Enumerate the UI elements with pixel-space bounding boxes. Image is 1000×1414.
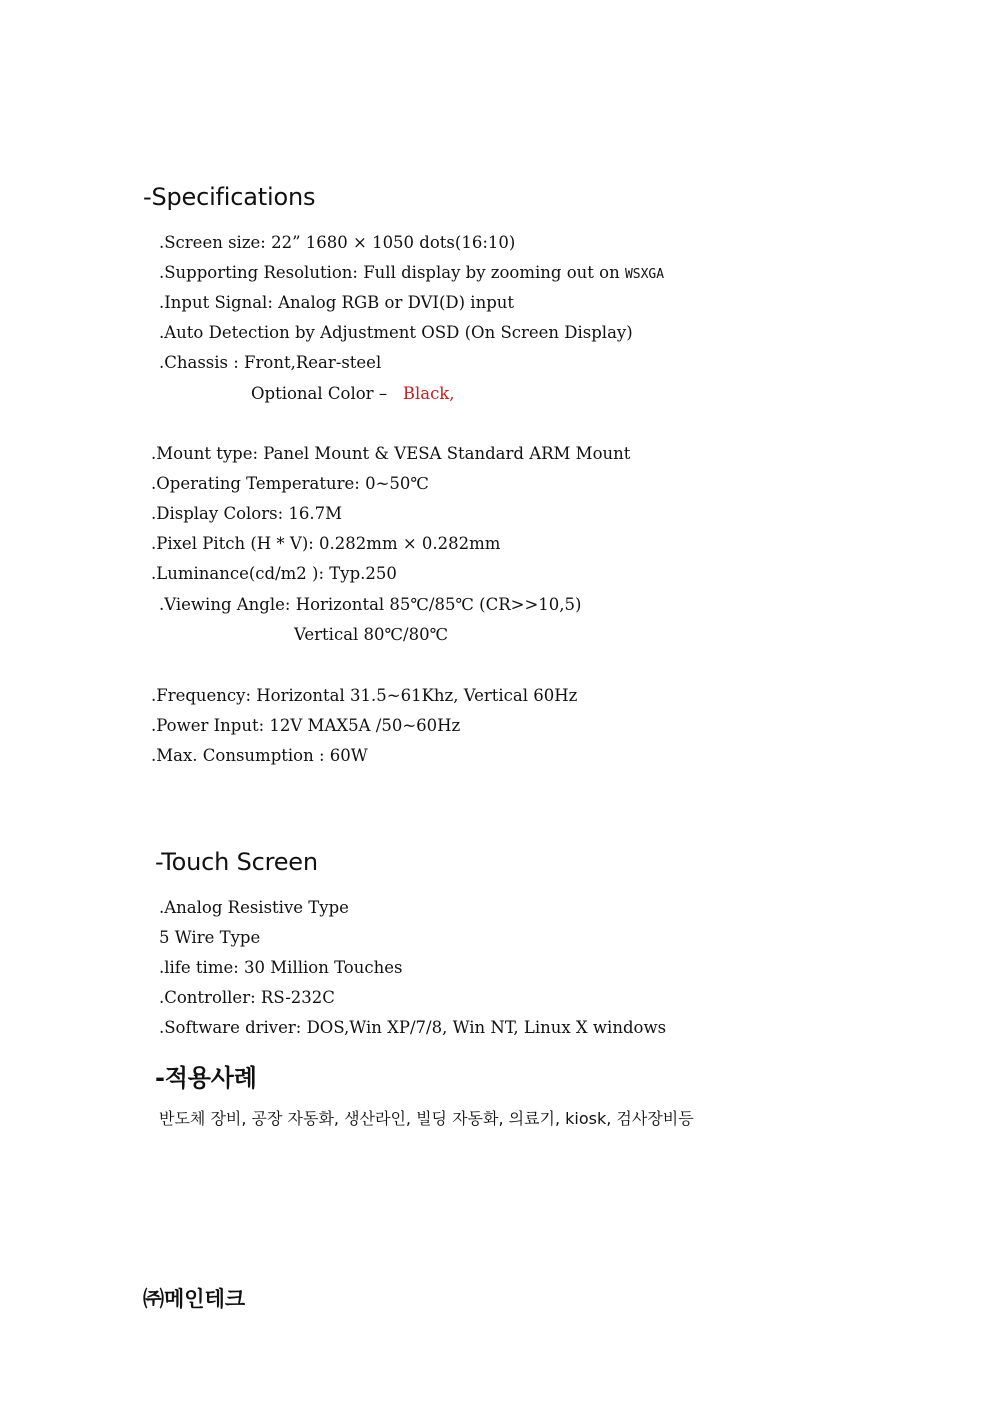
spec-pixel-pitch: .Pixel Pitch (H * V): 0.282mm × 0.282mm — [151, 534, 501, 553]
touch-software-driver: .Software driver: DOS,Win XP/7/8, Win NT, Linux X windows — [159, 1018, 667, 1037]
spec-display-colors: .Display Colors: 16.7M — [151, 504, 343, 523]
spec-screen-size: .Screen size: 22” 1680 × 1050 dots(16:10) — [159, 233, 516, 252]
spec-supporting-resolution — [159, 263, 664, 285]
applications-heading: -적용사례 — [155, 1064, 257, 1092]
touch-screen-heading: -Touch Screen — [155, 848, 318, 876]
spec-optional-color-label: Optional Color – — [251, 384, 388, 403]
spec-power-input: .Power Input: 12V MAX5A /50~60Hz — [151, 716, 461, 735]
spec-input-signal: .Input Signal: Analog RGB or DVI(D) input — [159, 293, 515, 312]
touch-type: .Analog Resistive Type — [159, 898, 349, 917]
touch-wire: 5 Wire Type — [159, 928, 261, 947]
spec-resolution-mode: WSXGA — [624, 267, 665, 282]
spec-chassis: .Chassis : Front,Rear-steel — [159, 353, 382, 372]
spec-optional-color-value: Black, — [402, 384, 455, 403]
touch-life-time: .life time: 30 Million Touches — [159, 958, 403, 977]
spec-resolution-text: .Supporting Resolution: Full display by zooming out on — [159, 263, 625, 282]
applications-list: 반도체 장비, 공장 자동화, 생산라인, 빌딩 자동화, 의료기, kiosk, 검사장비등 — [159, 1109, 694, 1128]
spec-operating-temperature: .Operating Temperature: 0~50℃ — [151, 474, 429, 493]
specifications-heading: -Specifications — [143, 183, 316, 211]
spec-auto-detection: .Auto Detection by Adjustment OSD (On Screen Display) — [159, 323, 633, 342]
spec-viewing-angle-vertical: Vertical 80℃/80℃ — [294, 625, 449, 644]
touch-controller: .Controller: RS-232C — [159, 988, 335, 1007]
spec-optional-color — [251, 384, 455, 404]
spec-mount-type: .Mount type: Panel Mount & VESA Standard ARM Mount — [151, 444, 631, 463]
spec-frequency: .Frequency: Horizontal 31.5~61Khz, Vertical 60Hz — [151, 686, 578, 705]
company-name: ㈜메인테크 — [143, 1287, 246, 1311]
spec-max-consumption: .Max. Consumption : 60W — [151, 746, 368, 765]
spec-luminance: .Luminance(cd/m2 ): Typ.250 — [151, 564, 397, 583]
spec-viewing-angle-horizontal: .Viewing Angle: Horizontal 85℃/85℃ (CR>>10,5) — [159, 595, 582, 614]
